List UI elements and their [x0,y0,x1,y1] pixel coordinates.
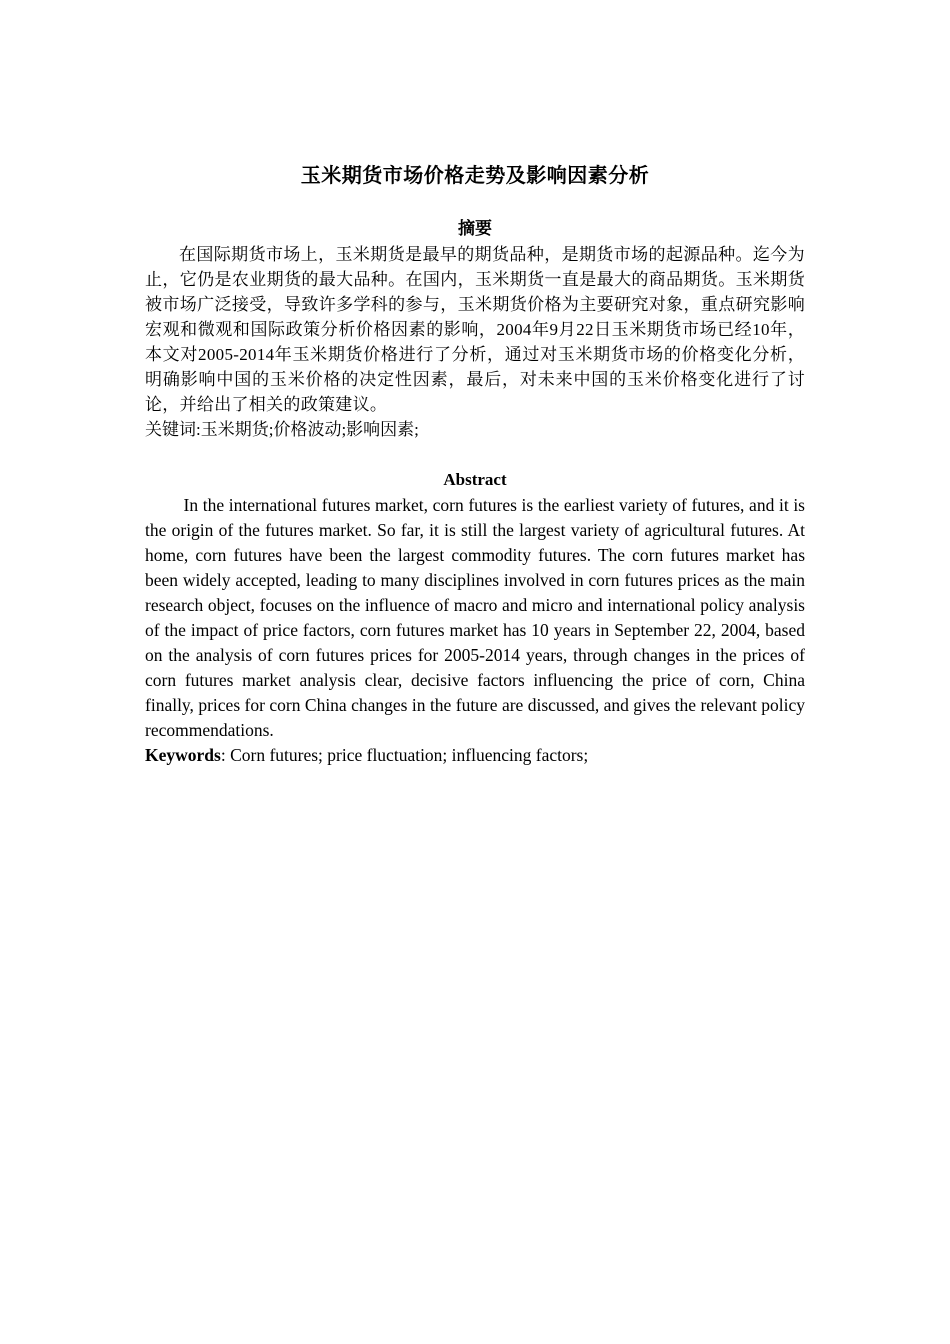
page-title: 玉米期货市场价格走势及影响因素分析 [300,165,650,187]
document-content [145,160,805,768]
chinese-abstract-section [145,216,805,442]
english-abstract-section [145,467,805,768]
chinese-keywords: 关键词:玉米期货;价格波动;影响因素; [145,420,419,439]
english-abstract-heading: Abstract [443,470,507,489]
english-keywords [145,743,805,768]
english-keywords-text: : Corn futures; price fluctuation; influencing factors; [220,745,589,765]
chinese-abstract-body: 在国际期货市场上，玉米期货是最早的期货品种，是期货市场的起源品种。迄今为止，它仍是农业期货的最大品种。在国内，玉米期货一直是最大的商品期货。玉米期货被市场广泛接受，导致许多学科的参与，玉米期货价格为主要研究对象，重点研究影响宏观和微观和国际政策分析价格因素的影响，2004年9月22日玉米期货市场已经10年，本文对2005-2014年玉米期货价格进行了分析，通过对玉米期货市场的价格变化分析，明确影响中国的玉米价格的决定性因素，最后，对未来中国的玉米价格变化进行了讨论，并给出了相关的政策建议。 [145,245,805,414]
english-abstract-body: In the international futures market, corn futures is the earliest variety of futures, and it is the origin of the futures market. So far, it is still the largest variety of agricultural futures. At home, corn futures have been the largest commodity futures. The corn futures market has been widely accepted, leading to many disciplines involved in corn futures prices as the main research object, focuses on the influence of macro and micro and international policy analysis of the impact of price factors, corn futures market has 10 years in September 22, 2004, based on the analysis of corn futures prices for 2005-2014 years, through changes in the prices of corn futures market analysis clear, decisive factors influencing the price of corn, China finally, prices for corn China changes in the future are discussed, and gives the relevant policy recommendations. [145,495,805,740]
chinese-abstract-heading: 摘要 [458,219,492,238]
english-keywords-label: Keywords [145,745,221,765]
